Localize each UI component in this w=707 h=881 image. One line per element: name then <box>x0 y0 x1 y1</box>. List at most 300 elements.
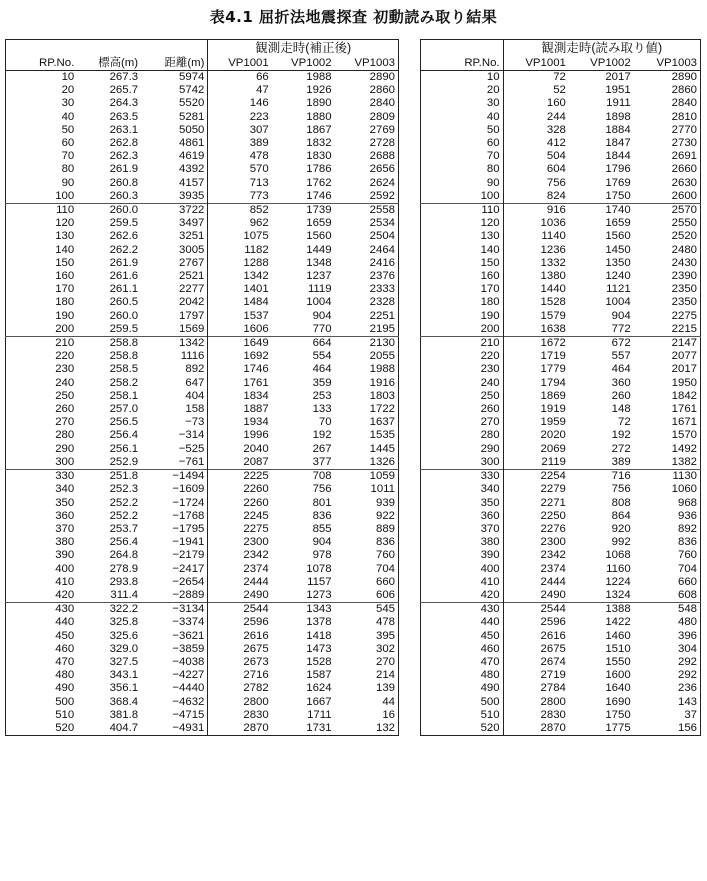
table-cell: 1378 <box>306 616 332 629</box>
table-cell: 156 <box>677 721 697 734</box>
table-cell: 756 <box>312 483 332 496</box>
table-cell: 330 <box>421 470 504 484</box>
table-cell: 1560 <box>306 230 332 243</box>
table-cell: 2890 <box>671 71 697 83</box>
table-cell: 480 <box>480 669 500 682</box>
table-cell: 1797 <box>179 309 205 322</box>
table-cell: 1326 <box>369 455 395 468</box>
table-row <box>6 137 399 150</box>
table-cell: 704 <box>677 562 697 575</box>
table-cell: 855 <box>312 522 332 535</box>
table-row <box>421 124 701 137</box>
table-cell: 904 <box>312 309 332 322</box>
table-cell: 270 <box>55 416 75 429</box>
table-cell: 258.2 <box>109 376 139 389</box>
table-cell: 1236 <box>503 244 569 257</box>
column-header: VP1003 <box>335 56 399 71</box>
table-cell: 340 <box>480 483 500 496</box>
table-cell: 1722 <box>369 403 395 416</box>
table-cell: 480 <box>55 669 75 682</box>
table-cell: 1473 <box>306 642 332 655</box>
table-cell: 1659 <box>306 217 332 230</box>
table-cell: 1746 <box>306 189 332 202</box>
table-cell: 2544 <box>208 603 272 617</box>
table-cell: 916 <box>503 204 569 218</box>
table-cell: 2490 <box>503 589 569 603</box>
table-cell: 350 <box>480 496 500 509</box>
table-cell: 1460 <box>605 629 631 642</box>
table-cell: 1884 <box>605 123 631 136</box>
table-cell: 2769 <box>369 123 395 136</box>
table-cell: 420 <box>55 588 75 601</box>
table-cell: 400 <box>55 562 75 575</box>
table-cell: 1779 <box>503 363 569 376</box>
table-cell: 2374 <box>503 563 569 576</box>
table-cell: 190 <box>55 309 75 322</box>
table-cell: 304 <box>677 642 697 655</box>
table-cell: 1740 <box>569 204 634 218</box>
table-cell: 836 <box>312 509 332 522</box>
table-cell: 328 <box>503 124 569 137</box>
table-row <box>6 350 399 363</box>
table-cell: 1537 <box>208 310 272 323</box>
table-cell: 1075 <box>208 230 272 243</box>
table-cell: 143 <box>677 695 697 708</box>
table-cell: 1880 <box>306 110 332 123</box>
table-cell: 478 <box>375 616 395 629</box>
table-cell: 360 <box>611 376 631 389</box>
table-cell: 1182 <box>208 244 272 257</box>
table-cell: 1324 <box>605 588 631 601</box>
table-cell: 1492 <box>671 442 697 455</box>
table-row <box>421 682 701 695</box>
table-cell: 1011 <box>370 483 395 496</box>
table-cell: 262.2 <box>109 243 139 256</box>
table-cell: 2890 <box>369 71 395 83</box>
table-cell: 2840 <box>369 97 395 110</box>
table-cell: 377 <box>312 455 332 468</box>
table-cell: 672 <box>569 337 634 351</box>
table-cell: 160 <box>503 97 569 110</box>
table-row <box>421 363 701 376</box>
table-cell: 2800 <box>503 696 569 709</box>
raw-reading-table <box>420 39 701 736</box>
table-cell: 148 <box>611 403 631 416</box>
column-header: 標高(m) <box>77 56 141 71</box>
table-cell: 1036 <box>503 217 569 230</box>
table-cell: 1731 <box>306 721 332 734</box>
table-row <box>6 283 399 296</box>
table-cell: 464 <box>611 363 631 376</box>
table-cell: 370 <box>55 522 75 535</box>
table-row <box>6 443 399 456</box>
corrected-group-header: 観測走時(補正後) <box>208 40 399 57</box>
table-cell: 1659 <box>605 217 631 230</box>
table-cell: 2069 <box>503 443 569 456</box>
table-cell: 548 <box>634 603 701 617</box>
table-cell: 2328 <box>369 296 395 309</box>
table-cell: 2017 <box>605 71 631 83</box>
table-cell: 1649 <box>208 337 272 351</box>
table-cell: 214 <box>375 669 395 682</box>
table-cell: 260.8 <box>109 176 139 189</box>
table-cell: 1528 <box>306 655 332 668</box>
table-cell: 2374 <box>208 563 272 576</box>
left-header-blank <box>6 40 208 57</box>
table-cell: −4632 <box>172 695 205 708</box>
table-cell: 4861 <box>179 137 205 150</box>
table-row <box>6 643 399 656</box>
table-cell: 1761 <box>208 377 272 390</box>
table-cell: 302 <box>375 642 395 655</box>
table-cell: 660 <box>375 575 395 588</box>
table-cell: 2430 <box>671 256 697 269</box>
table-row <box>421 483 701 496</box>
table-cell: 236 <box>677 682 697 695</box>
table-cell: 2674 <box>503 656 569 669</box>
table-cell: 1750 <box>605 708 631 721</box>
table-cell: 1719 <box>503 350 569 363</box>
table-cell: 2675 <box>208 643 272 656</box>
table-row <box>6 470 399 484</box>
table-cell: 464 <box>312 363 332 376</box>
table-cell: 608 <box>677 588 697 601</box>
table-cell: −525 <box>178 442 205 455</box>
table-cell: 904 <box>312 536 332 549</box>
table-cell: 2042 <box>179 296 205 309</box>
table-row <box>421 390 701 403</box>
table-cell: 2558 <box>335 204 399 218</box>
table-cell: 150 <box>480 256 500 269</box>
table-cell: 478 <box>208 150 272 163</box>
right-header-blank <box>421 40 504 57</box>
table-cell: 404.7 <box>109 721 139 734</box>
table-cell: 1711 <box>307 708 332 721</box>
table-cell: 259.5 <box>109 217 139 230</box>
table-cell: 100 <box>55 189 75 202</box>
table-cell: −1494 <box>141 470 208 484</box>
table-cell: 852 <box>208 204 272 218</box>
table-cell: 2147 <box>634 337 701 351</box>
table-cell: 120 <box>55 217 75 230</box>
table-cell: 72 <box>503 71 569 85</box>
table-cell: 170 <box>480 283 500 296</box>
table-cell: 2342 <box>503 549 569 562</box>
table-cell: 16 <box>382 708 395 721</box>
table-cell: 2534 <box>369 217 395 230</box>
table-cell: 504 <box>503 150 569 163</box>
table-cell: 2600 <box>671 189 697 202</box>
table-cell: 1550 <box>605 655 631 668</box>
table-cell: −2417 <box>172 562 205 575</box>
table-cell: 380 <box>55 536 75 549</box>
table-cell: 1803 <box>369 389 395 402</box>
table-cell: 1750 <box>605 189 631 202</box>
table-row <box>421 337 701 351</box>
table-row <box>6 416 399 429</box>
column-header: VP1001 <box>503 56 569 71</box>
table-cell: 2624 <box>369 176 395 189</box>
table-cell: 1830 <box>306 150 332 163</box>
table-cell: 192 <box>312 429 332 442</box>
table-cell: 2716 <box>208 669 272 682</box>
table-cell: 1951 <box>605 84 631 97</box>
table-cell: 140 <box>55 243 75 256</box>
table-row <box>421 163 701 176</box>
table-cell: 1157 <box>307 575 332 588</box>
table-row <box>6 456 399 470</box>
table-cell: 1844 <box>605 150 631 163</box>
table-cell: 2390 <box>671 270 697 283</box>
column-header: 距離(m) <box>141 56 208 71</box>
table-cell: 2225 <box>208 470 272 484</box>
table-row <box>421 403 701 416</box>
table-row <box>421 696 701 709</box>
table-cell: 2260 <box>208 483 272 496</box>
table-cell: −1609 <box>172 483 205 496</box>
table-cell: 2444 <box>503 576 569 589</box>
table-cell: 180 <box>55 296 75 309</box>
table-cell: 260.3 <box>109 189 139 202</box>
table-cell: 410 <box>55 575 75 588</box>
table-cell: 1624 <box>306 682 332 695</box>
table-row <box>421 576 701 589</box>
table-cell: 1762 <box>306 176 332 189</box>
table-row <box>421 523 701 536</box>
table-cell: 1078 <box>306 562 332 575</box>
table-cell: 2504 <box>369 230 395 243</box>
table-cell: 270 <box>375 655 395 668</box>
table-row <box>6 190 399 204</box>
table-cell: −1795 <box>172 522 205 535</box>
reading-group-header: 観測走時(読み取り値) <box>503 40 700 57</box>
table-cell: 72 <box>618 416 631 429</box>
table-cell: 500 <box>55 695 75 708</box>
table-row <box>6 630 399 643</box>
table-row <box>6 510 399 523</box>
table-cell: 2544 <box>503 603 569 617</box>
table-cell: 160 <box>480 270 500 283</box>
table-cell: 713 <box>208 177 272 190</box>
table-cell: 2656 <box>369 163 395 176</box>
table-cell: 5742 <box>179 84 205 97</box>
table-cell: 325.6 <box>109 629 139 642</box>
table-cell: 267.3 <box>109 71 139 83</box>
table-row <box>421 416 701 429</box>
table-cell: 2719 <box>503 669 569 682</box>
table-cell: 50 <box>61 123 75 136</box>
table-cell: 264.8 <box>109 549 139 562</box>
table-cell: 1911 <box>606 97 631 110</box>
table-cell: 2254 <box>503 470 569 484</box>
table-cell: 1786 <box>306 163 332 176</box>
table-cell: 716 <box>569 470 634 484</box>
table-row <box>6 150 399 163</box>
table-cell: 251.8 <box>77 470 141 484</box>
table-cell: 450 <box>55 629 75 642</box>
table-cell: 210 <box>421 337 504 351</box>
table-cell: 1382 <box>671 455 697 468</box>
table-cell: 390 <box>480 549 500 562</box>
table-row <box>421 323 701 337</box>
table-cell: 261.6 <box>109 270 139 283</box>
table-row <box>6 403 399 416</box>
table-cell: 292 <box>677 655 697 668</box>
table-cell: 2416 <box>369 256 395 269</box>
table-cell: 1569 <box>179 322 205 335</box>
table-cell: 704 <box>375 562 395 575</box>
table-cell: 1842 <box>671 389 697 402</box>
table-row <box>6 429 399 442</box>
column-header: VP1002 <box>272 56 335 71</box>
table-cell: 2810 <box>671 110 697 123</box>
table-cell: 1237 <box>306 270 332 283</box>
table-cell: 270 <box>480 416 500 429</box>
table-row <box>6 523 399 536</box>
table-cell: −3134 <box>141 603 208 617</box>
table-cell: 1449 <box>306 243 332 256</box>
table-cell: 490 <box>55 682 75 695</box>
table-cell: 1059 <box>335 470 399 484</box>
table-cell: 360 <box>55 509 75 522</box>
table-cell: 1342 <box>141 337 208 351</box>
table-row <box>421 204 701 218</box>
table-cell: 2616 <box>503 630 569 643</box>
table-cell: 1667 <box>306 695 332 708</box>
table-cell: 1690 <box>605 695 631 708</box>
table-cell: −4440 <box>172 682 205 695</box>
table-cell: 3935 <box>179 189 205 202</box>
table-row <box>6 230 399 243</box>
table-row <box>6 589 399 603</box>
table-cell: 2570 <box>634 204 701 218</box>
table-cell: 1671 <box>671 416 697 429</box>
table-cell: −73 <box>185 416 205 429</box>
table-row <box>421 456 701 470</box>
table-cell: 1832 <box>306 137 332 150</box>
table-cell: 1350 <box>605 256 631 269</box>
table-cell: 70 <box>61 150 75 163</box>
table-cell: 223 <box>208 111 272 124</box>
table-cell: 664 <box>272 337 335 351</box>
table-cell: 256.4 <box>109 429 139 442</box>
table-cell: 2840 <box>671 97 697 110</box>
table-cell: 4619 <box>179 150 205 163</box>
table-row <box>6 97 399 110</box>
table-cell: 170 <box>55 283 75 296</box>
table-row <box>421 244 701 257</box>
table-cell: 2444 <box>208 576 272 589</box>
table-cell: 904 <box>611 309 631 322</box>
table-cell: 290 <box>480 442 500 455</box>
table-cell: 570 <box>208 163 272 176</box>
table-cell: 260 <box>55 403 75 416</box>
table-cell: 260.5 <box>109 296 139 309</box>
table-row <box>421 443 701 456</box>
table-cell: 1004 <box>605 296 631 309</box>
table-cell: 158 <box>185 403 205 416</box>
table-cell: 1224 <box>605 575 631 588</box>
table-cell: 760 <box>375 549 395 562</box>
table-cell: 1140 <box>503 230 569 243</box>
table-cell: 2020 <box>503 429 569 442</box>
table-row <box>6 217 399 230</box>
table-cell: 1273 <box>306 588 332 601</box>
table-cell: 1600 <box>605 669 631 682</box>
table-cell: 2520 <box>671 230 697 243</box>
table-cell: −4931 <box>172 721 205 734</box>
table-cell: 261.9 <box>109 256 139 269</box>
table-row <box>421 84 701 97</box>
table-cell: 1570 <box>671 429 697 442</box>
table-cell: 2592 <box>369 189 395 202</box>
table-cell: 1934 <box>208 416 272 429</box>
table-row <box>421 257 701 270</box>
table-cell: 20 <box>486 84 500 97</box>
table-cell: 380 <box>480 536 500 549</box>
table-cell: 545 <box>335 603 399 617</box>
table-cell: 244 <box>503 111 569 124</box>
table-row <box>421 217 701 230</box>
table-row <box>6 682 399 695</box>
table-cell: 293.8 <box>109 575 139 588</box>
table-cell: 368.4 <box>109 695 139 708</box>
table-cell: 10 <box>61 71 75 83</box>
table-cell: 90 <box>486 176 500 189</box>
table-cell: 240 <box>480 376 500 389</box>
table-cell: 864 <box>611 509 631 522</box>
table-cell: 2688 <box>369 150 395 163</box>
table-cell: 80 <box>61 163 75 176</box>
table-row <box>6 536 399 549</box>
table-cell: 1116 <box>180 350 205 363</box>
table-cell: 160 <box>55 270 75 283</box>
table-cell: 606 <box>375 588 395 601</box>
table-cell: 40 <box>486 110 500 123</box>
table-cell: 3251 <box>179 230 205 243</box>
table-cell: 992 <box>611 536 631 549</box>
table-cell: 252.2 <box>109 509 139 522</box>
table-cell: 1068 <box>605 549 631 562</box>
table-cell: 2119 <box>503 456 569 470</box>
table-cell: 37 <box>684 708 697 721</box>
table-cell: 258.1 <box>109 389 139 402</box>
table-cell: 1959 <box>503 416 569 429</box>
table-cell: 80 <box>486 163 500 176</box>
table-cell: −3374 <box>172 616 205 629</box>
table-cell: 1342 <box>208 270 272 283</box>
table-cell: 258.8 <box>77 337 141 351</box>
table-cell: 1950 <box>671 376 697 389</box>
table-cell: 140 <box>480 243 500 256</box>
table-cell: 2300 <box>208 536 272 549</box>
table-cell: 892 <box>677 522 697 535</box>
table-cell: 280 <box>55 429 75 442</box>
table-cell: −4227 <box>172 669 205 682</box>
table-row <box>6 84 399 97</box>
table-cell: 1418 <box>306 629 332 642</box>
table-cell: 253 <box>312 389 332 402</box>
table-cell: 343.1 <box>109 669 139 682</box>
table-cell: 4392 <box>179 163 205 176</box>
table-cell: 756 <box>611 483 631 496</box>
table-cell: 150 <box>55 256 75 269</box>
table-cell: 510 <box>55 708 75 721</box>
table-cell: 261.1 <box>109 283 139 296</box>
table-cell: 2279 <box>503 483 569 496</box>
table-cell: 2245 <box>208 510 272 523</box>
table-cell: 892 <box>185 363 205 376</box>
